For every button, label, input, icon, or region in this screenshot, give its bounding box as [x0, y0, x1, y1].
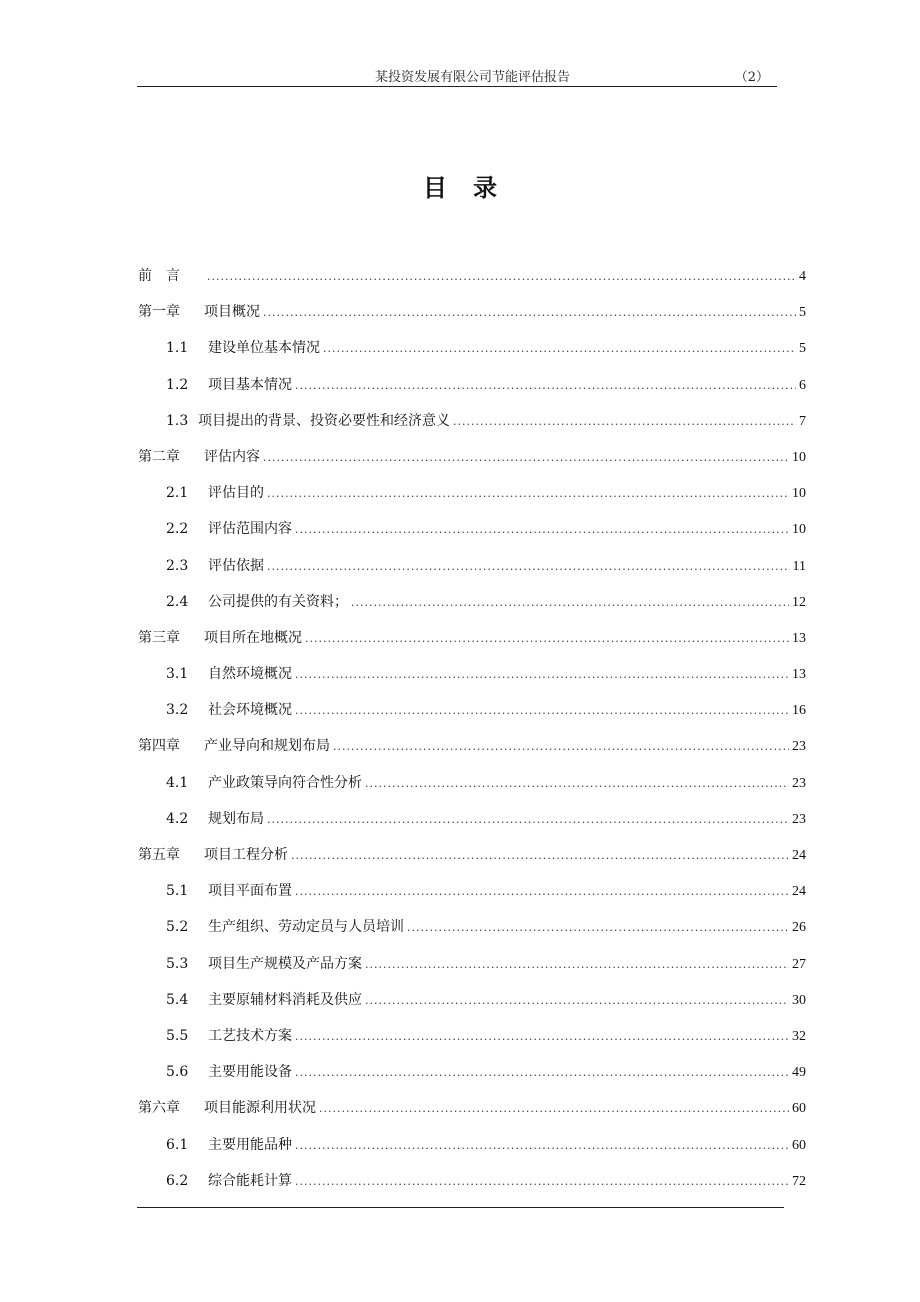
toc-entry[interactable] [138, 1167, 806, 1203]
toc-entry-page: 10 [792, 486, 806, 502]
toc-entry-page: 32 [792, 1028, 806, 1044]
header-page-number: （2） [734, 70, 769, 85]
toc-entry-page: 4 [799, 269, 806, 284]
toc-entry-number: 6.1 [166, 1136, 189, 1153]
toc-entry[interactable] [138, 769, 806, 805]
toc-entry-title: 综合能耗计算 [208, 1172, 292, 1189]
toc-dot-leader [295, 372, 796, 400]
toc-dot-leader [295, 1059, 789, 1087]
toc-entry-number: 第五章 [138, 847, 180, 863]
toc-entry-title: 项目所在地概况 [204, 629, 302, 646]
toc-entry-page: 26 [792, 920, 806, 936]
toc-entry-number: 6.2 [166, 1172, 189, 1189]
toc-dot-leader [267, 480, 789, 508]
toc-entry-page: 24 [792, 884, 806, 900]
toc-dot-leader [295, 661, 789, 689]
toc-entry-title: 评估内容 [204, 448, 260, 465]
toc-entry-page: 27 [792, 956, 806, 972]
toc-entry-number: 5.6 [166, 1064, 189, 1081]
toc-entry-page: 23 [792, 739, 806, 755]
toc-entry-number: 前 言 [138, 268, 180, 284]
toc-entry-page: 72 [792, 1173, 806, 1189]
toc-entry-title: 评估范围内容 [208, 521, 292, 538]
toc-entry-title: 项目生产规模及产品方案 [208, 955, 362, 972]
toc-dot-leader [365, 951, 789, 979]
toc-entry-title: 主要用能设备 [208, 1064, 292, 1081]
toc-entry-number: 5.1 [166, 883, 189, 900]
toc-entry[interactable] [138, 479, 806, 515]
toc-entry-page: 5 [799, 305, 806, 321]
toc-entry-title: 生产组织、劳动定员与人员培训 [208, 919, 404, 936]
toc-entry[interactable] [138, 696, 806, 732]
toc-entry[interactable] [138, 624, 806, 660]
toc-entry-page: 13 [792, 667, 806, 683]
toc-entry-number: 第六章 [138, 1100, 180, 1117]
toc-dot-leader [453, 408, 796, 436]
toc-entry-title: 项目工程分析 [204, 847, 288, 863]
toc-entry-page: 11 [792, 558, 806, 574]
toc-entry[interactable] [138, 298, 806, 334]
toc-entry[interactable] [138, 877, 806, 913]
toc-entry[interactable] [138, 841, 806, 877]
toc-entry-page: 60 [792, 1137, 806, 1153]
toc-entry[interactable] [138, 1094, 806, 1130]
toc-entry[interactable] [138, 950, 806, 986]
toc-entry[interactable] [138, 986, 806, 1022]
toc-entry-title: 主要用能品种 [208, 1136, 292, 1153]
toc-entry-number: 5.3 [166, 955, 189, 972]
toc-entry-number: 3.1 [166, 666, 189, 683]
toc-entry-page: 5 [799, 341, 806, 357]
toc-entry-number: 1.2 [166, 376, 189, 393]
toc-dot-leader [263, 444, 789, 472]
toc-entry[interactable] [138, 805, 806, 841]
toc-dot-leader [267, 553, 790, 581]
toc-dot-leader [305, 625, 789, 653]
toc-entry-number: 3.2 [166, 702, 189, 719]
toc-entry[interactable] [138, 371, 806, 407]
toc-entry-number: 5.2 [166, 919, 189, 936]
toc-entry[interactable] [138, 1058, 806, 1094]
toc-entry-title: 自然环境概况 [208, 666, 292, 683]
toc-entry-page: 23 [792, 811, 806, 827]
toc-entry-title: 评估目的 [208, 485, 264, 502]
page-header [137, 64, 777, 87]
toc-entry[interactable] [138, 588, 806, 624]
toc-entry-number: 第三章 [138, 629, 180, 646]
toc-entry[interactable] [138, 1131, 806, 1167]
toc-entry-title: 项目平面布置 [208, 883, 292, 900]
toc-entry-page: 60 [792, 1101, 806, 1117]
toc-entry-page: 6 [799, 377, 806, 393]
toc-dot-leader [295, 1168, 789, 1196]
toc-entry[interactable] [138, 552, 806, 588]
toc-entry-page: 49 [792, 1065, 806, 1081]
toc-entry-title: 项目提出的背景、投资必要性和经济意义 [198, 412, 450, 429]
toc-dot-leader [319, 1095, 789, 1123]
toc-entry-title: 主要原辅材料消耗及供应 [208, 991, 362, 1008]
toc-dot-leader [291, 842, 789, 870]
toc-entry-number: 2.1 [166, 485, 189, 502]
toc-entry[interactable] [138, 262, 806, 298]
toc-entry-title: 产业政策导向符合性分析 [208, 774, 362, 791]
toc-dot-leader [351, 589, 789, 617]
toc-entry-page: 10 [792, 449, 806, 465]
toc-entry[interactable] [138, 913, 806, 949]
toc-entry-page: 30 [792, 992, 806, 1008]
toc-entry-page: 16 [792, 703, 806, 719]
toc-entry-title: 评估依据 [208, 557, 264, 574]
toc-dot-leader [323, 335, 796, 363]
toc-entry-page: 10 [792, 522, 806, 538]
toc-dot-leader [407, 914, 789, 942]
toc-dot-leader [295, 697, 789, 725]
toc-entry[interactable] [138, 515, 806, 551]
toc-entry-number: 5.5 [166, 1027, 189, 1044]
toc-entry-number: 2.3 [166, 557, 189, 574]
toc-entry-number: 1.3 [166, 412, 189, 429]
toc-entry[interactable] [138, 660, 806, 696]
toc-entry-number: 1.1 [166, 340, 189, 357]
toc-dot-leader [263, 299, 796, 327]
toc-entry-page: 24 [792, 848, 806, 863]
toc-entry-title: 项目概况 [204, 304, 260, 321]
toc-entry-title: 社会环境概况 [208, 702, 292, 719]
header-title: 某投资发展有限公司节能评估报告 [375, 70, 571, 85]
toc-dot-leader [207, 263, 796, 291]
toc-dot-leader [267, 806, 789, 834]
footer-rule [137, 1207, 784, 1208]
toc-entry-title: 项目能源利用状况 [204, 1100, 316, 1117]
toc-dot-leader [295, 1023, 789, 1051]
toc-entry-number: 4.1 [166, 774, 189, 791]
document-title: 目录 [423, 173, 523, 202]
toc-entry-title: 产业导向和规划布局 [204, 738, 330, 755]
toc-dot-leader [365, 987, 789, 1015]
table-of-contents [138, 262, 806, 1203]
toc-entry-number: 2.4 [166, 593, 189, 610]
toc-entry-number: 第一章 [138, 304, 180, 321]
toc-entry-page: 13 [792, 630, 806, 646]
toc-entry-title: 公司提供的有关资料； [208, 593, 348, 610]
toc-entry[interactable] [138, 443, 806, 479]
toc-entry[interactable] [138, 334, 806, 370]
toc-entry-title: 建设单位基本情况 [208, 340, 320, 357]
toc-entry-number: 2.2 [166, 521, 189, 538]
toc-dot-leader [295, 878, 789, 906]
toc-entry-number: 4.2 [166, 810, 189, 827]
toc-entry[interactable] [138, 1022, 806, 1058]
toc-dot-leader [333, 733, 789, 761]
toc-entry-title: 工艺技术方案 [208, 1027, 292, 1044]
toc-entry-title: 规划布局 [208, 810, 264, 827]
toc-entry-number: 第二章 [138, 448, 180, 465]
toc-entry[interactable] [138, 407, 806, 443]
toc-entry-number: 第四章 [138, 738, 180, 755]
toc-dot-leader [295, 1132, 789, 1160]
toc-entry-number: 5.4 [166, 991, 189, 1008]
toc-entry-page: 12 [792, 594, 806, 610]
toc-entry-page: 23 [792, 775, 806, 791]
toc-entry-page: 7 [799, 413, 806, 429]
toc-entry[interactable] [138, 732, 806, 768]
toc-dot-leader [295, 516, 789, 544]
toc-entry-title: 项目基本情况 [208, 376, 292, 393]
toc-dot-leader [365, 770, 789, 798]
